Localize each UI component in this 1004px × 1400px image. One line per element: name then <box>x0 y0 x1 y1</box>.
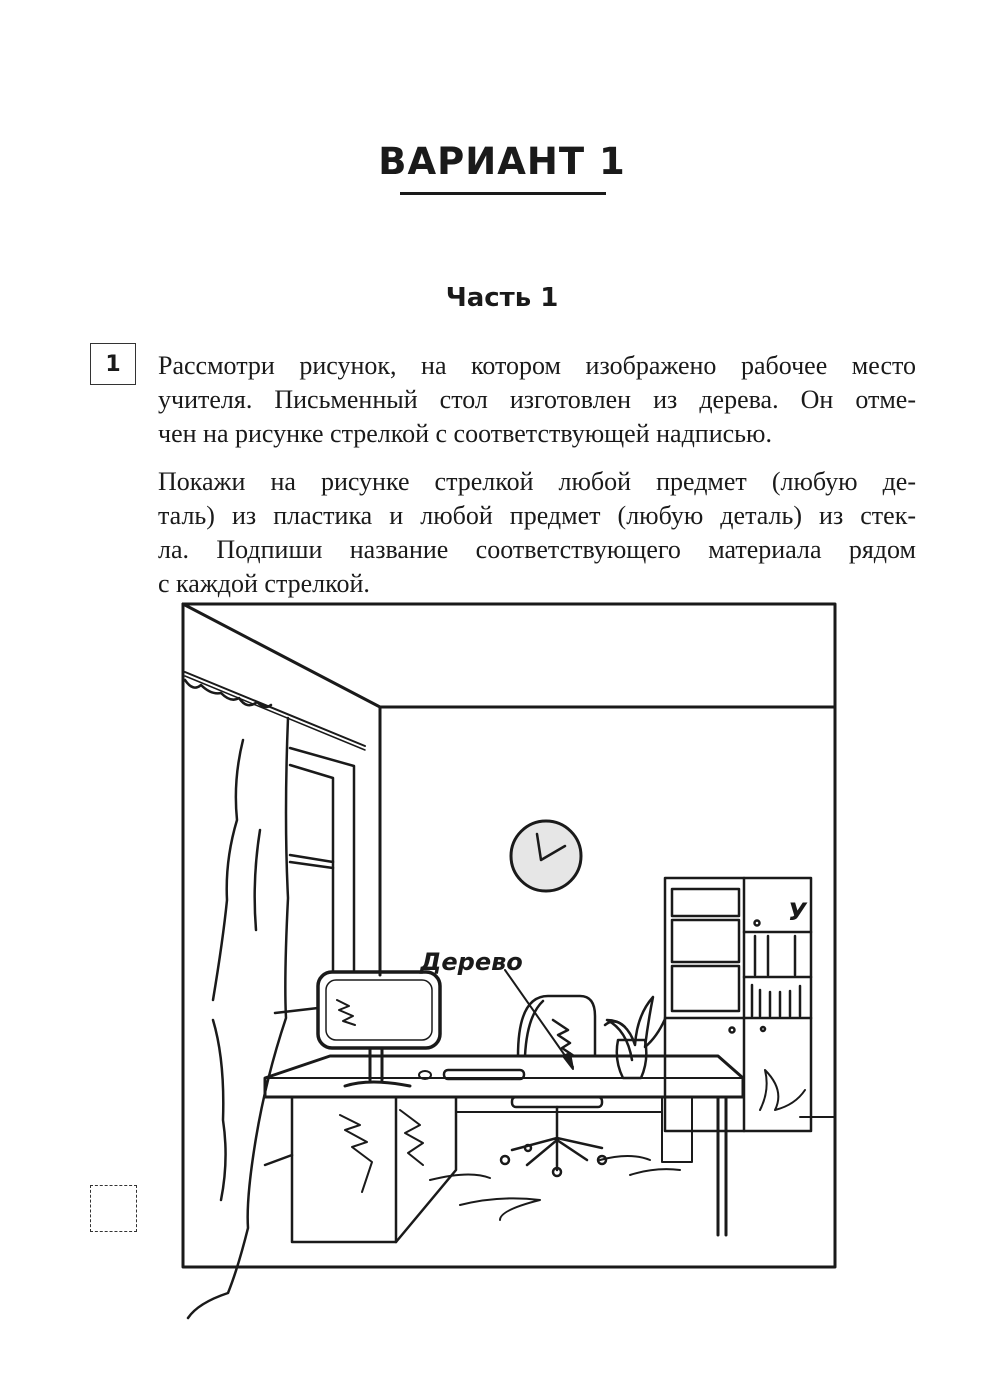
task-line: чен на рисунке стрелкой с соответствующей надписью. <box>158 419 772 448</box>
task-line: учителя. Письменный стол изготовлен из дерева. Он отме- <box>158 385 916 414</box>
plant-vase <box>605 997 665 1078</box>
window <box>185 672 365 1165</box>
desk-arrow <box>505 970 573 1069</box>
task-line: таль) из пластика и любой предмет (любую деталь) из стек- <box>158 501 916 530</box>
office-chair <box>501 996 606 1176</box>
part-heading: Часть 1 <box>445 283 559 313</box>
task-line: с каждой стрелкой. <box>158 569 370 598</box>
desk-material-label: Дерево <box>420 948 523 976</box>
task-line: ла. Подпиши название соответствующего материала рядом <box>158 535 916 564</box>
variant-title: ВАРИАНТ 1 <box>378 140 626 183</box>
bookcase-letter: У <box>788 898 807 926</box>
task-line: Покажи на рисунке стрелкой любой предмет (любую де- <box>158 467 916 496</box>
answer-checkbox <box>90 1185 137 1232</box>
computer-monitor <box>318 972 524 1086</box>
writing-desk <box>265 1056 743 1242</box>
room-frame <box>183 604 835 1267</box>
wall-clock <box>511 821 581 891</box>
task-number-box: 1 <box>90 343 136 385</box>
curtain <box>185 680 288 1318</box>
bookcase <box>665 878 811 1131</box>
task-line: Рассмотри рисунок, на котором изображено рабочее место <box>158 351 916 380</box>
